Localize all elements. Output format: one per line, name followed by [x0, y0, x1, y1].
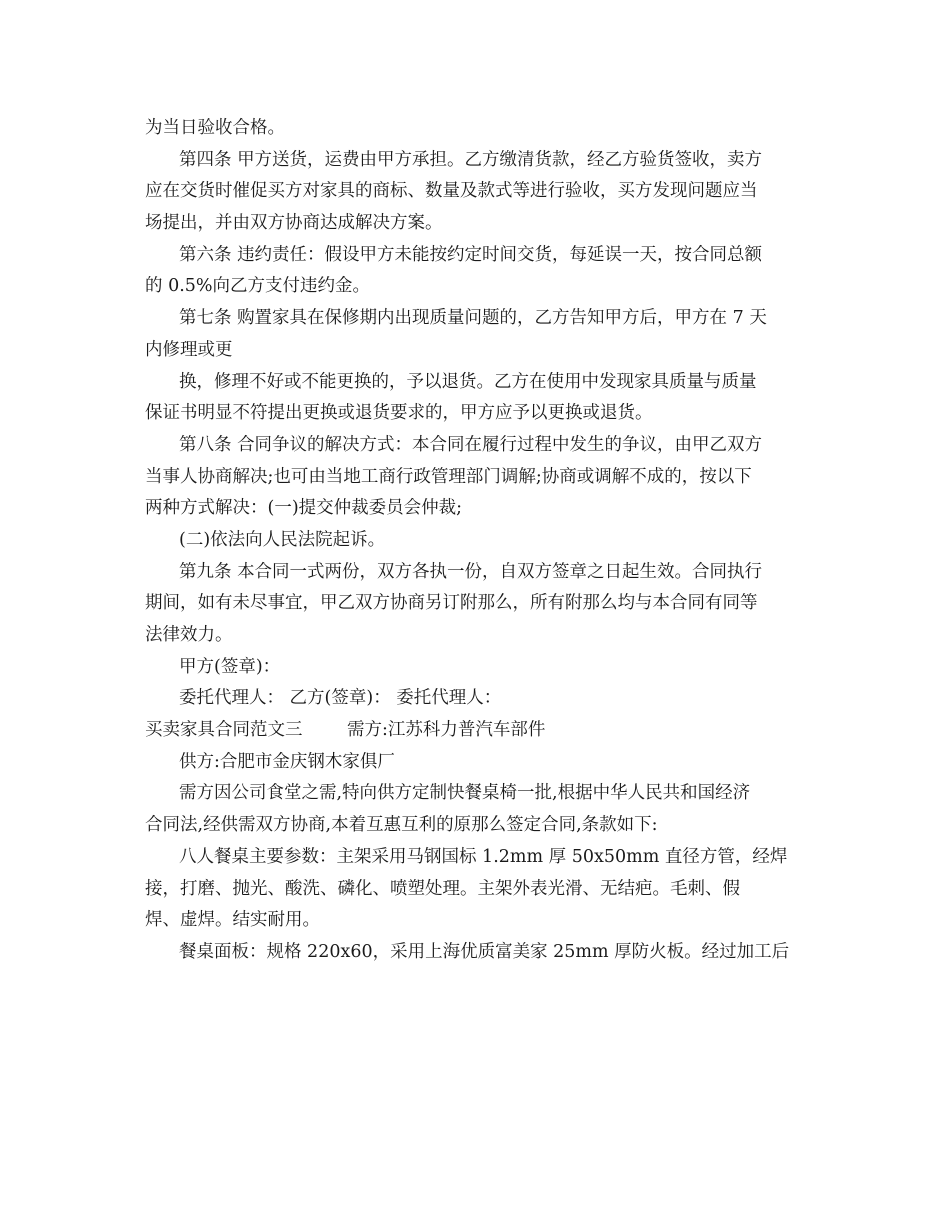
- text-line: 接，打磨、抛光、酸洗、磷化、喷塑处理。主架外表光滑、无结疤。毛刺、假: [145, 878, 740, 899]
- text-line: 的 0.5%向乙方支付违约金。: [145, 276, 371, 297]
- text-line: 换，修理不好或不能更换的，予以退货。乙方在使用中发现家具质量与质量: [179, 371, 757, 392]
- text-line: 合同法,经供需双方协商,本着互惠互利的原那么签定合同,条款如下:: [145, 815, 658, 836]
- text-line: 第七条 购置家具在保修期内出现质量问题的，乙方告知甲方后，甲方在 7 天: [179, 308, 767, 329]
- text-line: 当事人协商解决;也可由当地工商行政管理部门调解;协商或调解不成的，按以下: [145, 466, 752, 487]
- text-line: 应在交货时催促买方对家具的商标、数量及款式等进行验收，买方发现问题应当: [145, 181, 758, 202]
- text-line: 甲方(签章)：: [179, 656, 281, 677]
- text-line: 需方因公司食堂之需,特向供方定制快餐桌椅一批,根据中华人民共和国经济: [179, 783, 751, 804]
- text-line: 餐桌面板：规格 220x60，采用上海优质富美家 25mm 厚防火板。经过加工后: [179, 941, 790, 962]
- text-line: (二)依法向人民法院起诉。: [179, 529, 386, 550]
- text-line: 焊、虚焊。结实耐用。: [145, 910, 320, 931]
- text-line: 第六条 违约责任：假设甲方未能按约定时间交货，每延误一天，按合同总额: [179, 244, 763, 265]
- text-line: 第九条 本合同一式两份，双方各执一份，自双方签章之日起生效。合同执行: [179, 561, 763, 582]
- text-line: 委托代理人： 乙方(签章)： 委托代理人：: [179, 688, 502, 709]
- text-line: 供方:合肥市金庆钢木家俱厂: [179, 751, 395, 772]
- document-body: [145, 113, 810, 969]
- text-line: 法律效力。: [145, 625, 233, 645]
- text-line: 买卖家具合同范文三 需方:江苏科力普汽车部件: [145, 720, 546, 741]
- text-line: 八人餐桌主要参数：主架采用马钢国标 1.2mm 厚 50x50mm 直径方管，经焊: [179, 846, 788, 867]
- text-line: 第四条 甲方送货，运费由甲方承担。乙方缴清货款，经乙方验货签收，卖方: [179, 149, 763, 170]
- text-line: 场提出，并由双方协商达成解决方案。: [145, 213, 443, 234]
- text-line: 期间，如有未尽事宜，甲乙双方协商另订附那么，所有附那么均与本合同有同等: [145, 593, 758, 614]
- text-line: 第八条 合同争议的解决方式：本合同在履行过程中发生的争议，由甲乙双方: [179, 434, 763, 455]
- text-line: 保证书明显不符提出更换或退货要求的，甲方应予以更换或退货。: [145, 403, 653, 424]
- text-line: 内修理或更: [145, 339, 233, 360]
- text-line: 为当日验收合格。: [145, 118, 285, 138]
- text-line: 两种方式解决：(一)提交仲裁委员会仲裁;: [145, 498, 463, 519]
